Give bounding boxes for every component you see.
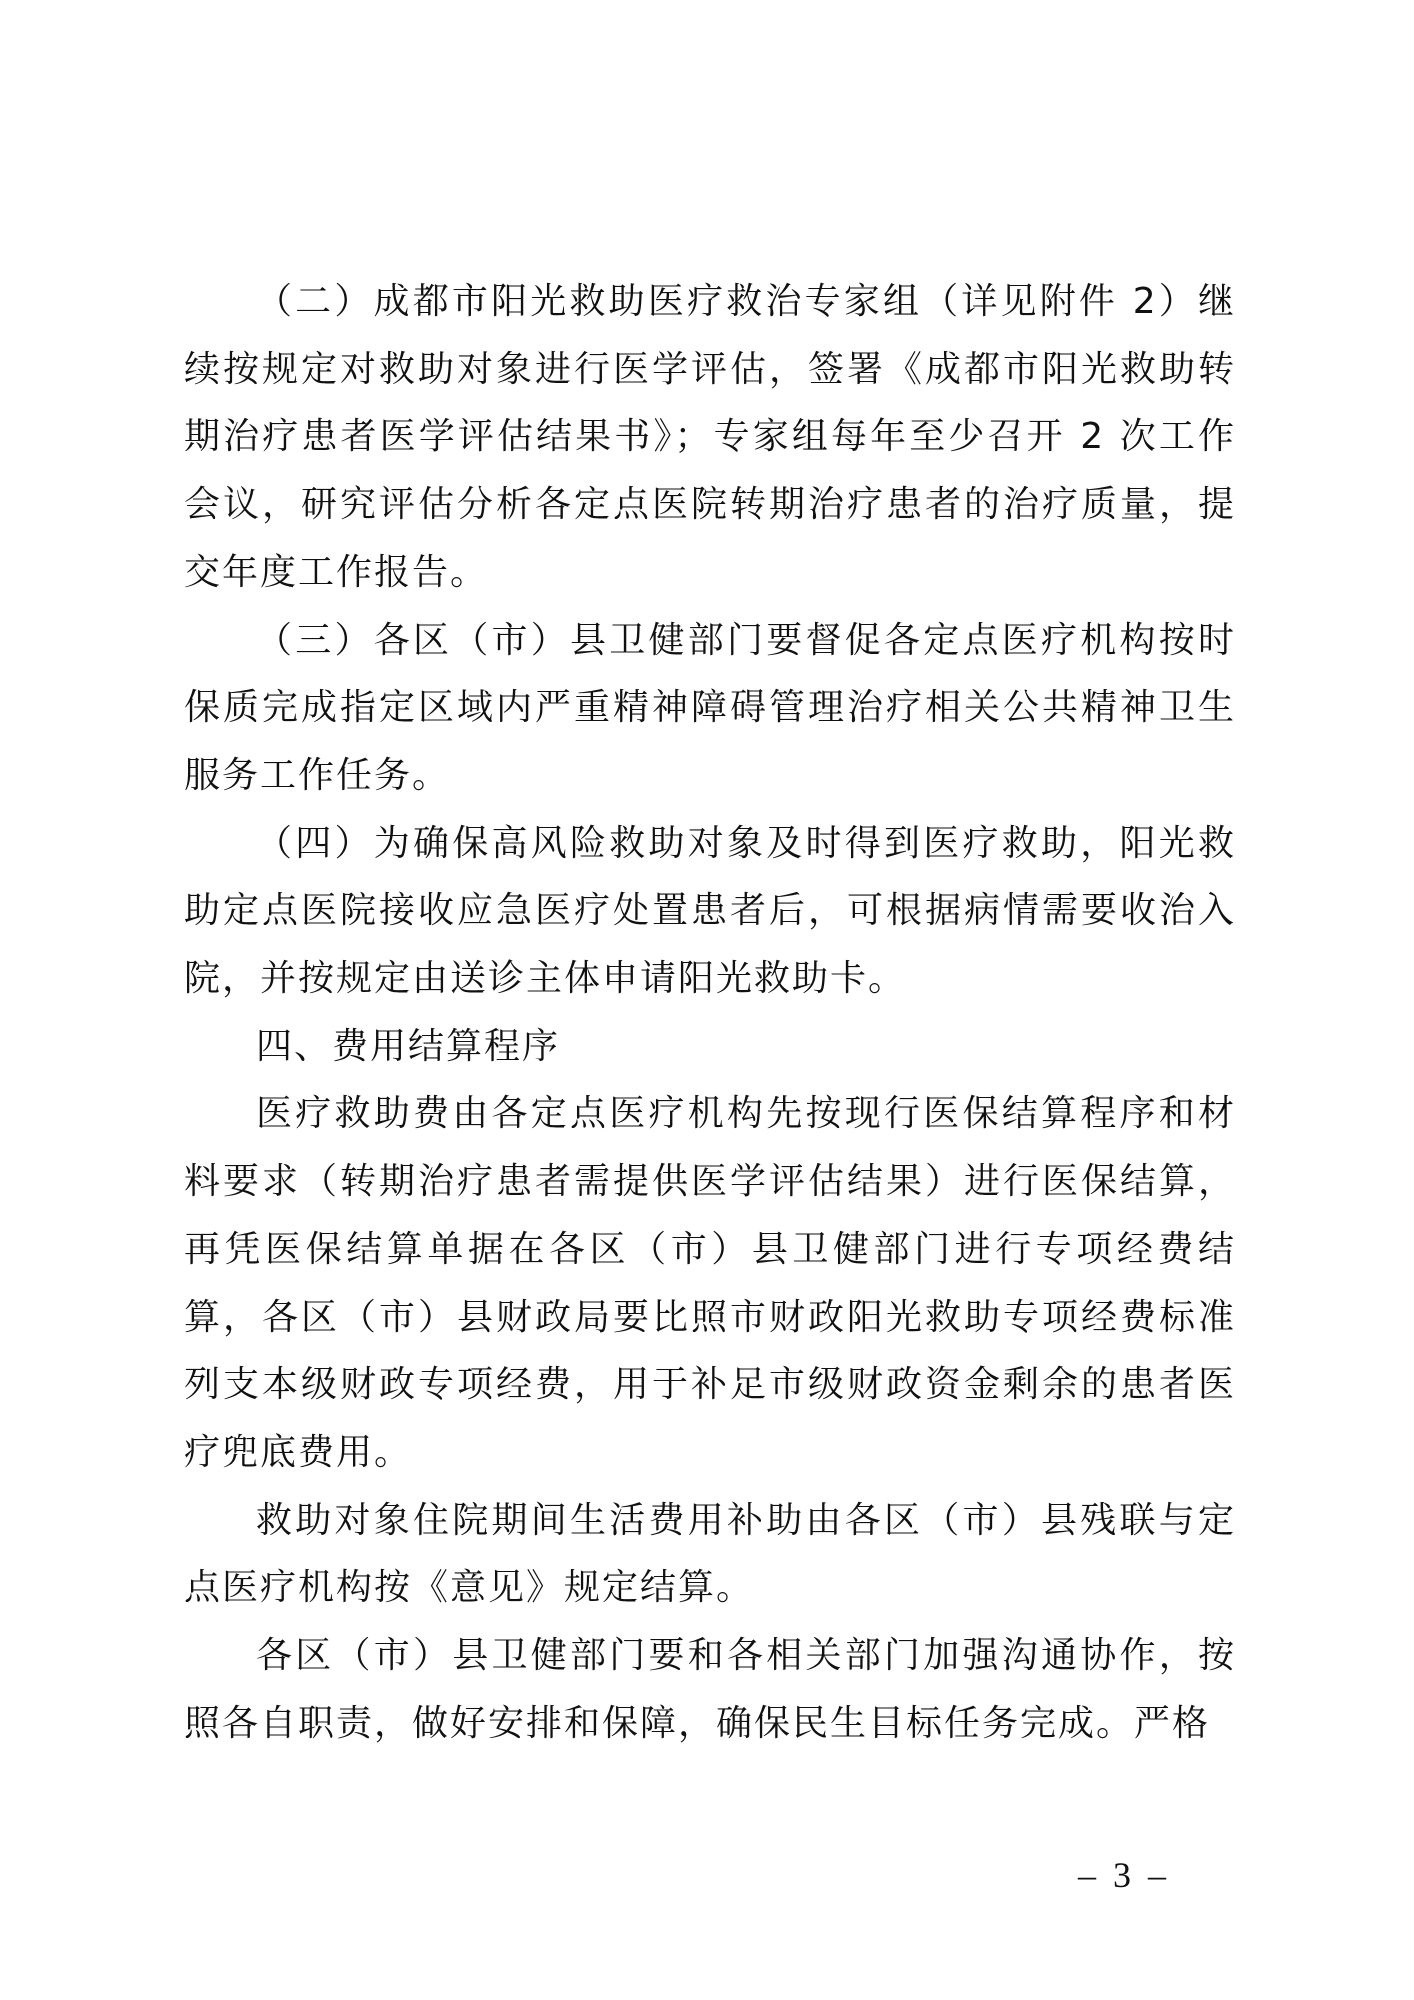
paragraph-living-subsidy: 救助对象住院期间生活费用补助由各区（市）县残联与定点医疗机构按《意见》规定结算。 (184, 1499, 1236, 1609)
paragraph-district-health-tasks: （三）各区（市）县卫健部门要督促各定点医疗机构按时保质完成指定区域内严重精神障碍管理治疗相关公共精神卫生服务工作任务。 (184, 619, 1236, 796)
section-heading-fee-settlement: 四、费用结算程序 (256, 1025, 561, 1067)
paragraph-expert-group: （二）成都市阳光救助医疗救治专家组（详见附件 2）继续按规定对救助对象进行医学评估，签署《成都市阳光救助转期治疗患者医学评估结果书》；专家组每年至少召开 2 次工作会议，研究评估分析各定点医院转期治疗患者的治疗质量，提交年度工作报告。 (184, 281, 1236, 593)
document-body (184, 268, 1236, 1757)
paragraph-coordination: 各区（市）县卫健部门要和各相关部门加强沟通协作，按照各自职责，做好安排和保障，确保民生目标任务完成。严格 (184, 1635, 1236, 1744)
paragraph-high-risk-admission: （四）为确保高风险救助对象及时得到医疗救助，阳光救助定点医院接收应急医疗处置患者后，可根据病情需要收治入院，并按规定由送诊主体申请阳光救助卡。 (184, 822, 1236, 1000)
page-number: – 3 – (1078, 1855, 1170, 1895)
paragraph-medical-fee-settlement: 医疗救助费由各定点医疗机构先按现行医保结算程序和材料要求（转期治疗患者需提供医学评估结果）进行医保结算，再凭医保结算单据在各区（市）县卫健部门进行专项经费结算，各区（市）县财政局要比照市财政阳光救助专项经费标准列支本级财政专项经费，用于补足市级财政资金剩余的患者医疗兜底费用。 (184, 1093, 1236, 1473)
